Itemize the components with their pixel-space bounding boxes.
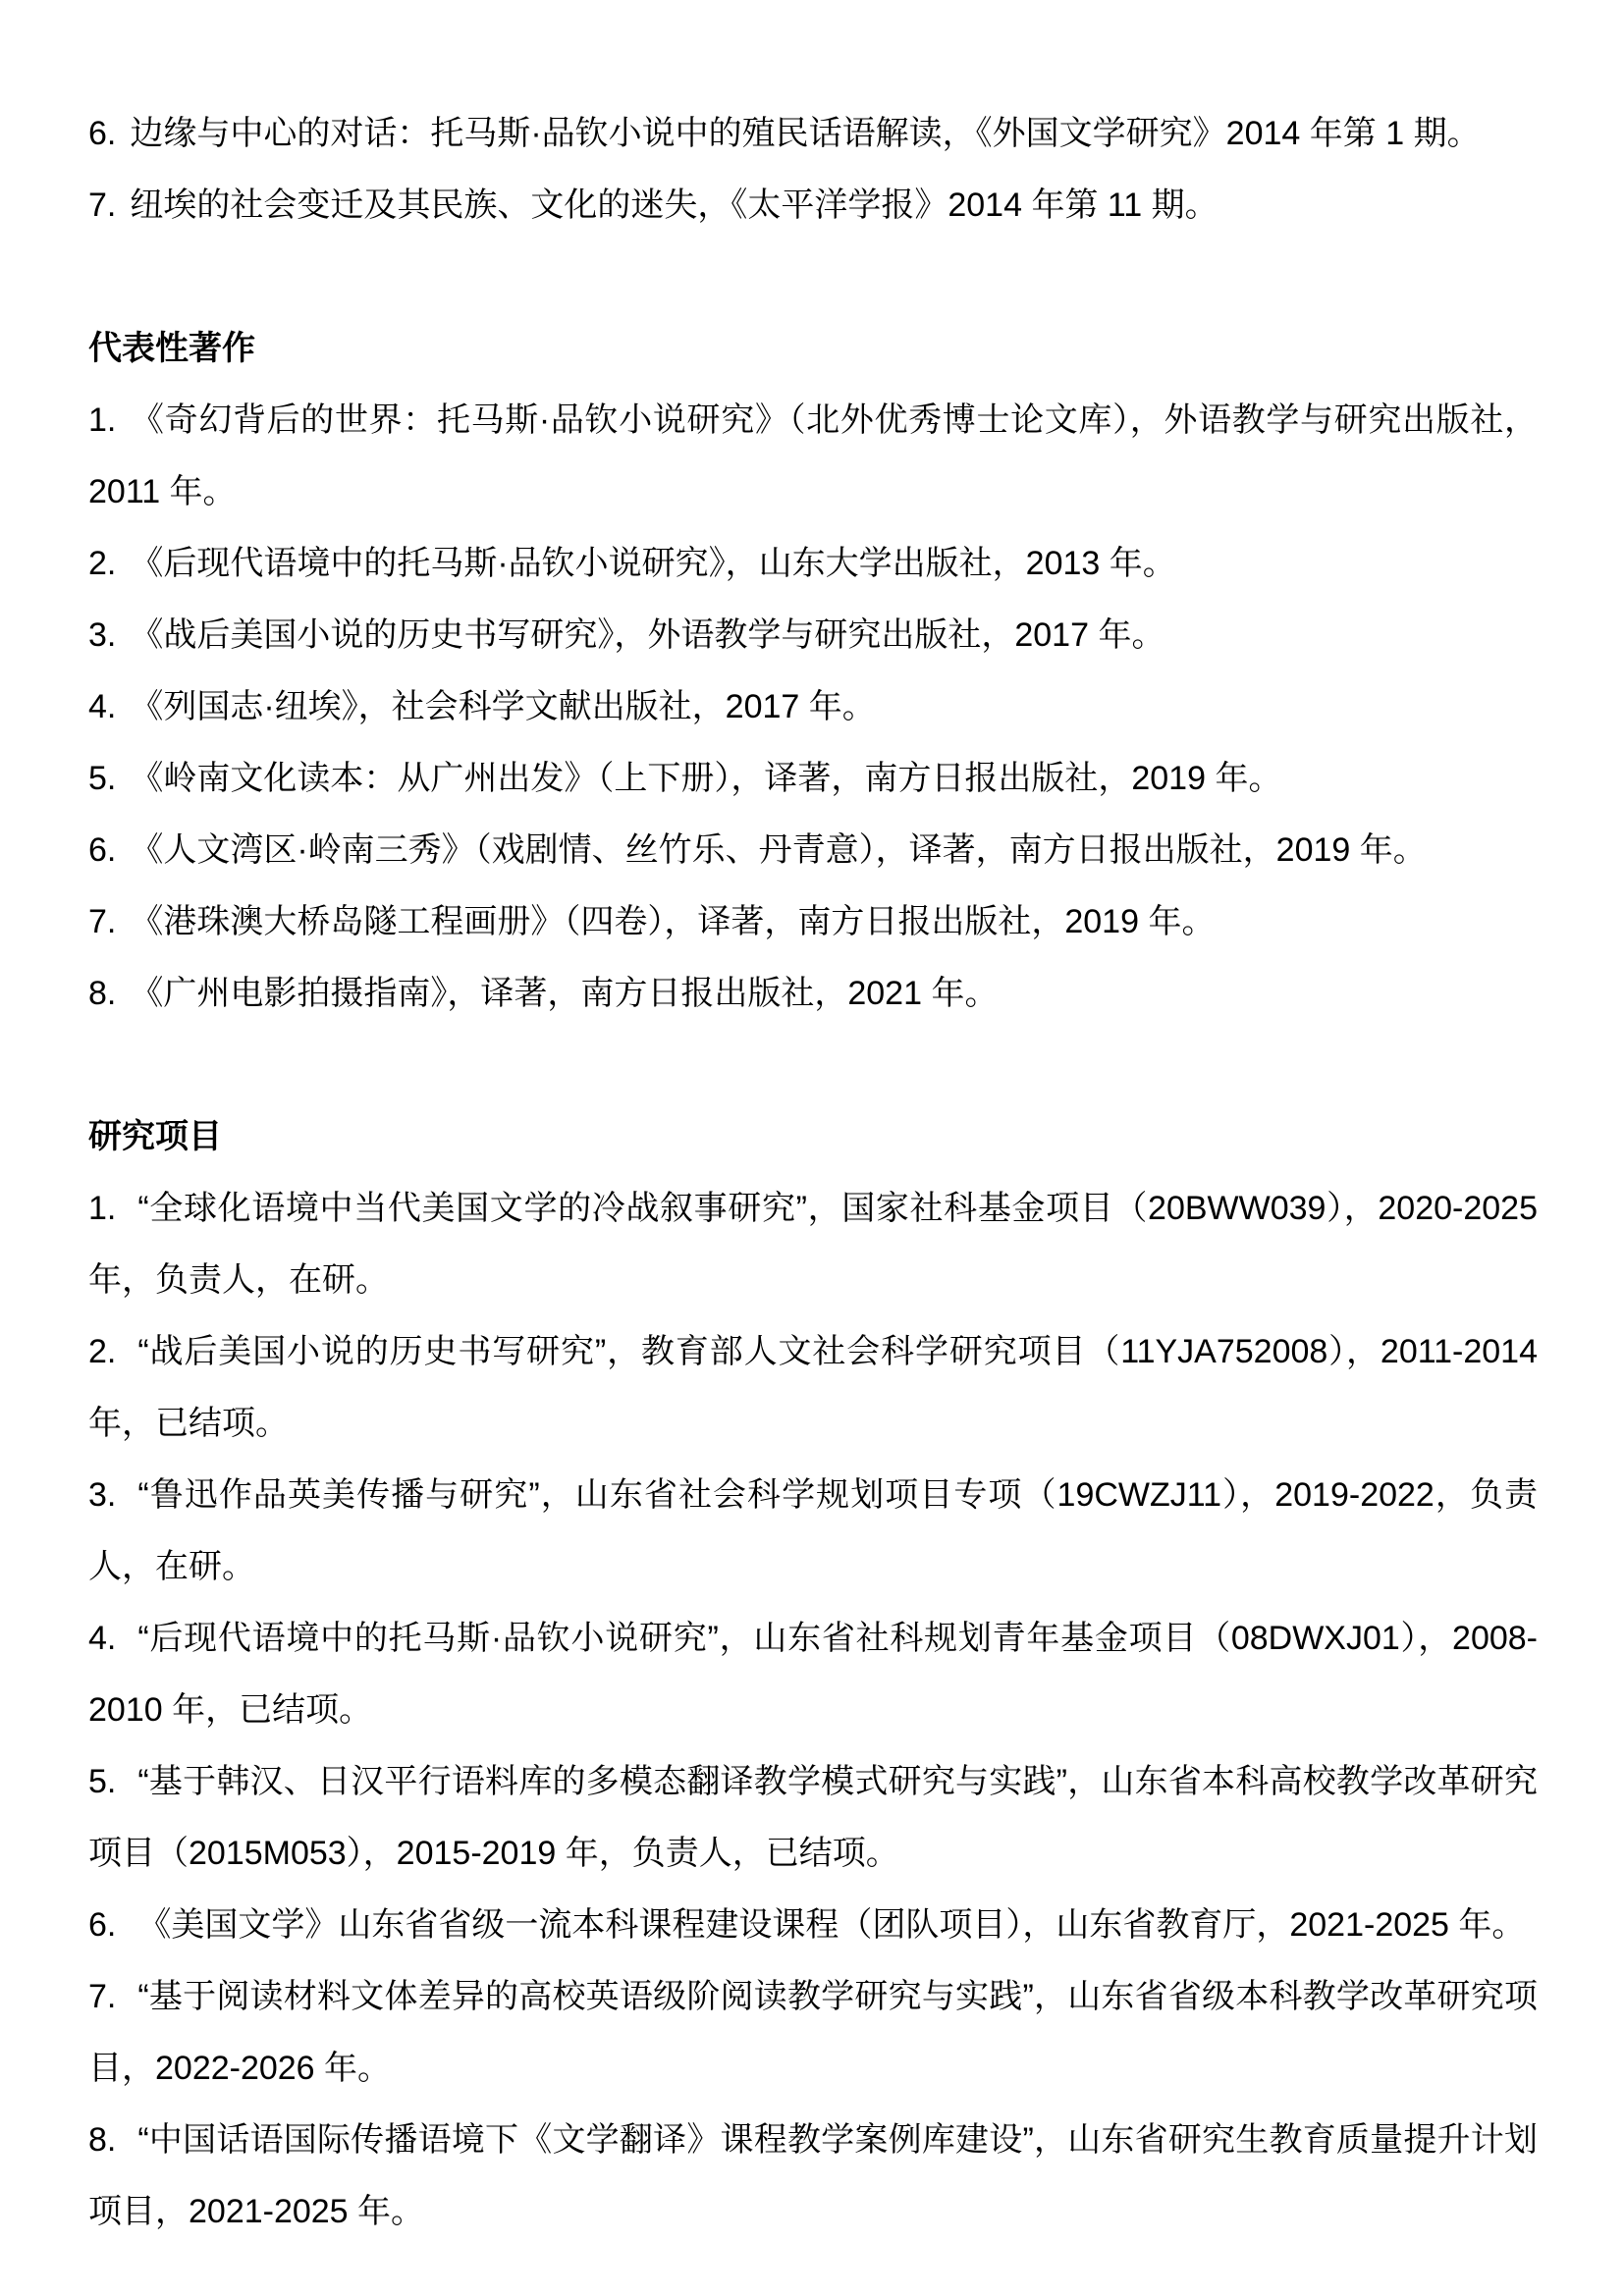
item-number: 4.: [88, 688, 117, 725]
research-projects-heading: 研究项目: [88, 1118, 222, 1155]
item-number: 6.: [88, 115, 117, 152]
list-item: [88, 385, 1538, 528]
item-text: “后现代语境中的托马斯·品钦小说研究”，山东省社科规划青年基金项目（08DWXJ01），2008-2010 年，已结项。: [88, 1620, 1538, 1729]
list-item: [88, 2105, 1538, 2248]
list-item: [88, 1316, 1538, 1460]
representative-works-list: [88, 385, 1538, 1030]
item-text: 《人文湾区·岭南三秀》（戏剧情、丝竹乐、丹青意），译著，南方日报出版社，2019 年。: [130, 831, 1427, 869]
journal-articles-list: [88, 98, 1538, 241]
list-item: [88, 1961, 1538, 2105]
list-item: [88, 1746, 1538, 1890]
item-number: 4.: [88, 1620, 117, 1657]
item-text: 《战后美国小说的历史书写研究》，外语教学与研究出版社，2017 年。: [130, 616, 1165, 654]
section-representative-works: [88, 313, 1538, 1030]
item-text: “全球化语境中当代美国文学的冷战叙事研究”，国家社科基金项目（20BWW039），2020-2025 年，负责人，在研。: [88, 1190, 1538, 1299]
item-number: 8.: [88, 975, 117, 1012]
item-number: 7.: [88, 903, 117, 940]
list-item: [88, 98, 1538, 170]
list-item: [88, 1460, 1538, 1603]
list-item: [88, 671, 1538, 743]
item-text: 《列国志·纽埃》，社会科学文献出版社，2017 年。: [130, 688, 876, 725]
item-text: “中国话语国际传播语境下《文学翻译》课程教学案例库建设”，山东省研究生教育质量提升计划项目，2021-2025 年。: [88, 2121, 1538, 2230]
item-text: “鲁迅作品英美传播与研究”，山东省社会科学规划项目专项（19CWZJ11），2019-2022，负责人，在研。: [88, 1476, 1538, 1585]
representative-works-heading: 代表性著作: [88, 330, 255, 367]
item-text: 《岭南文化读本：从广州出发》（上下册），译著，南方日报出版社，2019 年。: [130, 760, 1282, 797]
item-number: 5.: [88, 760, 117, 797]
list-item: [88, 815, 1538, 886]
item-number: 8.: [88, 2121, 117, 2159]
item-text: 《后现代语境中的托马斯·品钦小说研究》，山东大学出版社，2013 年。: [130, 545, 1176, 582]
item-number: 2.: [88, 1333, 117, 1370]
list-item: [88, 743, 1538, 815]
item-number: 3.: [88, 616, 117, 654]
item-text: “战后美国小说的历史书写研究”，教育部人文社会科学研究项目（11YJA752008），2011-2014 年，已结项。: [88, 1333, 1538, 1442]
item-text: 纽埃的社会变迁及其民族、文化的迷失，《太平洋学报》2014 年第 11 期。: [130, 187, 1218, 224]
item-number: 7.: [88, 187, 117, 224]
research-projects-list: [88, 1173, 1538, 2248]
item-text: 《美国文学》山东省省级一流本科课程建设课程（团队项目），山东省教育厅，2021-2025 年。: [137, 1906, 1526, 1944]
item-number: 6.: [88, 1906, 117, 1944]
item-text: “基于阅读材料文体差异的高校英语级阶阅读教学研究与实践”，山东省省级本科教学改革研究项目，2022-2026 年。: [88, 1978, 1538, 2087]
item-text: 《港珠澳大桥岛隧工程画册》（四卷），译著，南方日报出版社，2019 年。: [130, 903, 1216, 940]
section-research-projects: [88, 1101, 1538, 2248]
list-item: [88, 958, 1538, 1030]
list-item: [88, 886, 1538, 958]
list-item: [88, 1603, 1538, 1746]
item-text: 边缘与中心的对话：托马斯·品钦小说中的殖民话语解读，《外国文学研究》2014 年第 1 期。: [130, 115, 1481, 152]
list-item: [88, 600, 1538, 671]
item-number: 1.: [88, 401, 117, 439]
item-text: 《奇幻背后的世界：托马斯·品钦小说研究》（北外优秀博士论文库），外语教学与研究出版社，2011 年。: [88, 401, 1538, 510]
item-text: “基于韩汉、日汉平行语料库的多模态翻译教学模式研究与实践”，山东省本科高校教学改革研究项目（2015M053），2015-2019 年，负责人，已结项。: [88, 1763, 1538, 1872]
item-number: 3.: [88, 1476, 117, 1514]
item-number: 2.: [88, 545, 117, 582]
list-item: [88, 1173, 1538, 1316]
item-number: 5.: [88, 1763, 117, 1800]
item-text: 《广州电影拍摄指南》，译著，南方日报出版社，2021 年。: [130, 975, 999, 1012]
list-item: [88, 1890, 1538, 1961]
item-number: 7.: [88, 1978, 117, 2015]
list-item: [88, 170, 1538, 241]
item-number: 1.: [88, 1190, 117, 1227]
list-item: [88, 528, 1538, 600]
item-number: 6.: [88, 831, 117, 869]
